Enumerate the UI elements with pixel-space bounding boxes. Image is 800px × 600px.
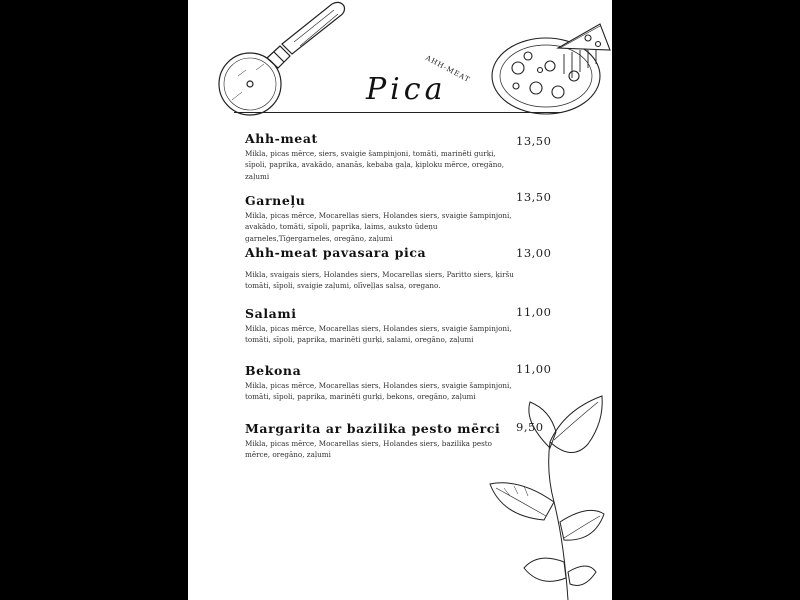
menu-title: Pica [366,72,447,107]
menu-item-name: Salami [245,306,297,321]
basil-leaves-icon [484,392,612,600]
pizza-icon [488,18,612,118]
menu-page [188,0,612,600]
menu-item-name: Margarita ar bazilika pesto mērci [245,421,501,436]
menu-item-description: Mikla, picas mērce, Mocarellas siers, Holandes siers, svaigie šampinjoni, tomāti, sīpoli, paprika, marinēti gurķi, salami, oregāno, zaļumi [245,324,512,345]
menu-item [245,421,515,461]
brand-label: AHH-MEAT [424,54,472,85]
menu-item-description: Mikla, picas mērce, Mocarellas siers, Holandes siers, bazilika pesto mērce, oregāno, zaļumi [245,439,493,460]
menu-item-price: 13,50 [516,134,552,148]
menu-item-description: Mikla, picas mērce, Mocarellas siers, Holandes siers, svaigie šampinjoni, avakādo, tomāti, sīpoli, paprika, laims, auksto ūdeņu garneles,Tīģergarneles, oregāno, zaļumi [245,211,512,243]
pizza-cutter-icon [212,0,372,120]
menu-item-description: Mikla, picas mērce, siers, svaigie šampinjoni, tomāti, marinēti gurķi, sīpoli, paprika, avakādo, ananās, kebaba gaļa, ķiploku mērce, oregāno, zaļumi [245,149,505,181]
menu-item [245,306,515,346]
menu-item-description: Mikla, picas mērce, Mocarellas siers, Holandes siers, svaigie šampinjoni, tomāti, sīpoli, paprika, marinēti gurķi, bekons, oregāno, zaļumi [245,381,512,402]
menu-item-name: Garneļu [245,193,306,208]
menu-item [245,245,515,292]
menu-item [245,193,515,244]
menu-item-name: Ahh-meat pavasara pica [245,245,427,260]
menu-item-price: 9,50 [516,420,544,434]
menu-item [245,363,515,403]
menu-item-price: 13,50 [516,190,552,204]
menu-item-description: Mikla, svaigais siers, Holandes siers, Mocarellas siers, Paritto siers, ķiršu tomāti, sīpoli, svaigie zaļumi, olīveļļas salsa, oregano. [245,270,514,291]
title-divider [234,112,562,113]
menu-item [245,131,515,182]
menu-item-price: 13,00 [516,246,552,260]
menu-item-name: Ahh-meat [245,131,318,146]
menu-item-name: Bekona [245,363,302,378]
menu-item-price: 11,00 [516,305,552,319]
menu-item-price: 11,00 [516,362,552,376]
